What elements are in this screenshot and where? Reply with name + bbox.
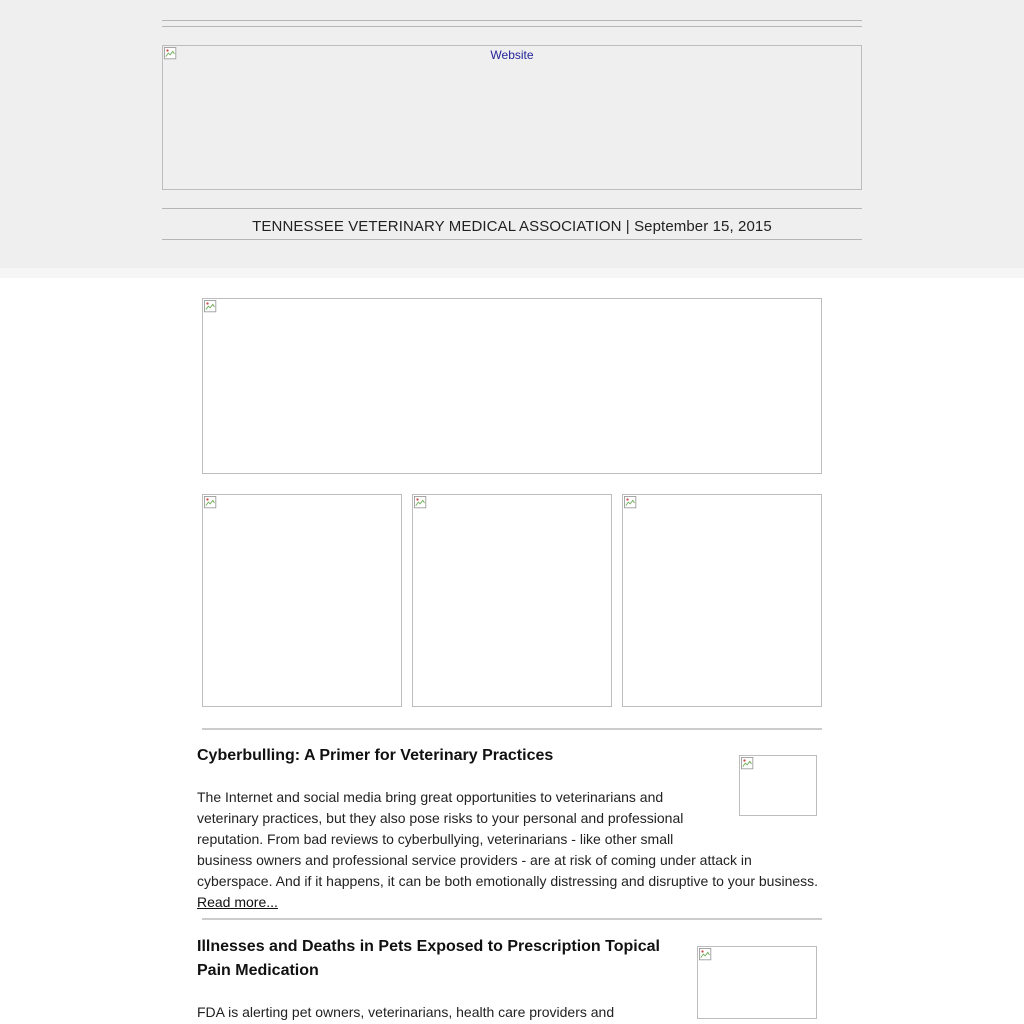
feature-image-2[interactable]	[412, 494, 612, 707]
section-divider-2	[202, 918, 822, 920]
article-body-text: The Internet and social media bring great opportunities to veterinarians and veterinary practices, but they also pose risks to your personal and professional reputation. From bad reviews to cyberbullying, veterinarians - like other small business owners and professional service providers - are at risk of coming under attack in cyberspace. And if it happens, it can be both emotionally distressing and disruptive to your business. Read more...	[197, 789, 819, 910]
website-banner-link[interactable]	[162, 45, 862, 190]
feature-image-1[interactable]	[202, 494, 402, 707]
broken-image-icon	[204, 496, 218, 510]
broken-image-icon	[699, 948, 713, 962]
broken-image-icon	[624, 496, 638, 510]
masthead-top-rule	[162, 208, 862, 209]
broken-image-icon	[204, 300, 218, 314]
article-title-topical-pain-medication[interactable]: Illnesses and Deaths in Pets Exposed to Prescription Topical Pain Medication	[197, 938, 660, 979]
masthead-bottom-rule	[162, 239, 862, 240]
article-thumbnail-topical-pain-medication	[697, 946, 817, 1019]
header-band-edge	[0, 268, 1024, 278]
hero-image[interactable]	[202, 298, 822, 474]
header-top-rule-1	[162, 20, 862, 21]
article-body-cyberbullying	[197, 787, 829, 913]
broken-image-icon	[414, 496, 428, 510]
banner-alt-text: Website	[490, 48, 534, 62]
article-title-cyberbullying[interactable]: Cyberbulling: A Primer for Veterinary Practices	[197, 747, 554, 764]
read-more-link[interactable]: Read more...	[197, 894, 278, 910]
header-top-rule-2	[162, 26, 862, 27]
article-body-topical-pain-medication: FDA is alerting pet owners, veterinarians, health care providers and	[197, 1004, 615, 1020]
section-divider-1	[202, 728, 822, 730]
feature-image-3[interactable]	[622, 494, 822, 707]
broken-image-icon	[741, 757, 755, 771]
masthead-title: TENNESSEE VETERINARY MEDICAL ASSOCIATION | September 15, 2015	[252, 218, 772, 235]
